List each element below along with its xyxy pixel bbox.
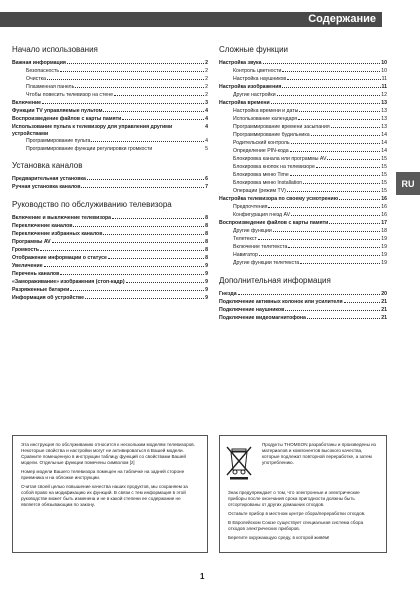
toc-entry (219, 156, 387, 164)
dot-leader (126, 282, 205, 283)
toc-entry-title: Настройка времени и даты (233, 108, 299, 114)
toc-entry-title: Включение и выключение телевизора (12, 215, 112, 221)
toc-entry-title: Программирование времени засыпания (233, 124, 330, 130)
toc-entry-title: Блокировка канала или программы AV (233, 156, 327, 162)
toc-entry-title: Перечень каналов (12, 271, 60, 277)
page-header (0, 0, 420, 33)
toc-entry (12, 271, 208, 279)
dot-leader (268, 207, 380, 208)
toc-list (219, 291, 387, 323)
toc-entry-title: Использование пульта к телевизору для управления другими устройствами (12, 124, 173, 137)
notice-text: Считая своей целью повышение качества наших продуктов, мы сохраняем за собой право на модификацию их функций. В связи с тем информация в этой руководстве может быть изменена и не в какой степени ее содержание не является обязывающим по закону. (21, 484, 188, 507)
dot-leader (287, 79, 380, 80)
toc-page-number: 9 (205, 271, 208, 277)
toc-page-number: 3 (205, 100, 208, 106)
toc-entry (219, 188, 387, 196)
toc-left-column (12, 33, 208, 303)
toc-entry-title: Громкость (12, 247, 40, 253)
toc-page-number: 6 (205, 176, 208, 182)
toc-page-number: 4 (205, 116, 208, 122)
dot-leader (287, 191, 380, 192)
toc-entry (12, 231, 208, 239)
toc-entry (219, 299, 387, 307)
toc-page-number: 15 (381, 156, 387, 162)
dot-leader (103, 234, 204, 235)
toc-entry (219, 76, 387, 84)
dot-leader (291, 143, 381, 144)
toc-entry-title: Важная информация (12, 60, 66, 66)
toc-page-number: 8 (205, 247, 208, 253)
toc-page-number: 13 (381, 108, 387, 114)
toc-page-number: 13 (381, 116, 387, 122)
toc-page-number: 19 (381, 236, 387, 242)
toc-entry-title: Программы AV (12, 239, 51, 245)
dot-leader (298, 119, 380, 120)
toc-page-number: 16 (381, 196, 387, 202)
toc-page-number: 4 (205, 108, 208, 114)
toc-entry (12, 108, 208, 116)
toc-entry-title: Подключение видеомагнитофона (219, 315, 306, 321)
dot-leader (40, 250, 204, 251)
dot-leader (47, 79, 204, 80)
dot-leader (75, 87, 204, 88)
toc-entry (12, 60, 208, 68)
toc-list (12, 176, 208, 192)
toc-entry (219, 84, 387, 92)
toc-entry (12, 146, 208, 153)
section-title: Дополнительная информация (219, 276, 331, 285)
toc-entry (219, 244, 387, 252)
toc-page-number: 8 (205, 231, 208, 237)
dot-leader (258, 239, 380, 240)
dot-leader (344, 302, 381, 303)
toc-entry (219, 92, 387, 100)
toc-page-number: 12 (381, 92, 387, 98)
toc-page-number: 8 (205, 223, 208, 229)
toc-entry-title: Предварительная установка (12, 176, 86, 182)
toc-entry-title: Переключение каналов (12, 223, 73, 229)
dot-leader (307, 318, 380, 319)
notice-text: Знак предупреждает о том, что электронные и электрические приборы после окончания срока пригодности должны быть отсортированы от других домашних отходов. (228, 490, 360, 507)
toc-entry (12, 138, 208, 146)
dot-leader (288, 247, 380, 248)
section-title: Руководство по обслуживанию телевизора (12, 200, 172, 209)
dot-leader (291, 215, 380, 216)
toc-entry-title: Отображение информации о статусе (12, 255, 107, 261)
dot-leader (73, 226, 204, 227)
recycling-details (228, 490, 378, 544)
toc-page-number: 7 (205, 184, 208, 190)
toc-entry (12, 124, 208, 138)
toc-entry-title: Предпочтения (233, 204, 268, 210)
toc-entry-title: Другие функции телетекста (233, 260, 300, 266)
toc-entry (219, 260, 387, 268)
toc-entry-title: Другие настройки (233, 92, 276, 98)
toc-entry (12, 263, 208, 271)
dot-leader (87, 179, 204, 180)
toc-entry (219, 180, 387, 188)
toc-entry-title: Переключение избранных каналов (12, 231, 103, 237)
toc-entry-title: Блокировка кнопок на телевизоре (233, 164, 315, 170)
toc-page-number: 18 (381, 228, 387, 234)
toc-entry (12, 184, 208, 192)
toc-page-number: 10 (381, 60, 387, 66)
toc-entry-title: Блокировка меню Installation (233, 180, 303, 186)
page-number: 1 (200, 572, 205, 581)
toc-entry-title: Настройка изображения (219, 84, 282, 90)
dot-leader (52, 242, 204, 243)
notice-text: Эта инструкция по обслуживанию относится к нескольким моделям телевизоров. Некоторые свойства и настройки могут не активироваться в Вашей модели. Сравните помещенную в инструкции таблицу функций со свойствами Вашей модели. Отдельные функции помечены символом [z] (21, 442, 195, 465)
dot-leader (103, 111, 204, 112)
toc-entry (219, 212, 387, 220)
toc-entry-title: Настройка наушников (233, 76, 287, 82)
toc-entry-title: Настройка времени (219, 100, 270, 106)
dot-leader (60, 71, 204, 72)
toc-entry-title: Родительский контроль (233, 140, 290, 146)
dot-leader (290, 151, 381, 152)
dot-leader (327, 159, 380, 160)
toc-page-number: 15 (381, 172, 387, 178)
dot-leader (273, 231, 380, 232)
toc-page-number: 19 (381, 244, 387, 250)
toc-page-number: 13 (381, 124, 387, 130)
dot-leader (112, 218, 204, 219)
toc-page-number: 10 (381, 68, 387, 74)
toc-entry (12, 116, 208, 124)
toc-page-number: 11 (381, 76, 387, 82)
toc-entry (219, 124, 387, 132)
toc-entry-title: Программирование будильника (233, 132, 310, 138)
dot-leader (331, 127, 381, 128)
toc-entry (219, 172, 387, 180)
toc-entry-title: Увеличение (12, 263, 43, 269)
dot-leader (311, 135, 381, 136)
dot-leader (282, 87, 380, 88)
toc-entry-title: Использование календаря (233, 116, 298, 122)
dot-leader (285, 310, 380, 311)
toc-entry-title: Подключение наушников (219, 307, 285, 313)
toc-page-number: 16 (381, 204, 387, 210)
toc-page-number: 2 (205, 68, 208, 74)
toc-entry-title: Функции TV управляемые пультом (12, 108, 103, 114)
toc-entry-title: Подключение активных колонок или усилителя (219, 299, 343, 305)
toc-entry-title: «Замораживание» изображения (стоп-кадр) (12, 279, 125, 285)
toc-page-number: 16 (381, 212, 387, 218)
dot-leader (238, 294, 381, 295)
toc-page-number: 14 (381, 132, 387, 138)
toc-entry (219, 132, 387, 140)
toc-entry-title: Гнезда (219, 291, 237, 297)
toc-page-number: 4 (205, 138, 208, 144)
toc-entry-title: Телетекст (233, 236, 257, 242)
dot-leader (316, 167, 380, 168)
toc-entry (219, 307, 387, 315)
recycling-intro (262, 442, 377, 469)
toc-list (12, 215, 208, 303)
dot-leader (300, 263, 380, 264)
toc-entry (12, 247, 208, 255)
toc-entry (12, 295, 208, 303)
toc-entry-title: Операции (режим TV) (233, 188, 286, 194)
toc-page-number: 8 (205, 215, 208, 221)
toc-page-number: 19 (381, 252, 387, 258)
dot-leader (277, 95, 381, 96)
toc-entry (219, 204, 387, 212)
dot-leader (60, 274, 204, 275)
section-title: Сложные функции (219, 45, 289, 54)
toc-entry-title: Программирование функции регулировки громкости (26, 146, 153, 152)
toc-entry-title: Другие функции (233, 228, 272, 234)
toc-entry (12, 76, 208, 84)
toc-page-number: 13 (381, 100, 387, 106)
toc-entry (219, 252, 387, 260)
toc-page-number: 11 (381, 84, 387, 90)
recycling-notice-box (219, 435, 387, 553)
notice-text: Оставьте прибор в местном центре сбора/переработки отходов. (228, 511, 366, 516)
notice-text: Продукты THOMSON разработаны и произведены из материалов и компонентов высокого качества, которые подлежат повторной переработке, а затем употреблению. (262, 442, 376, 465)
toc-entry-title: Разряженные батареи (12, 287, 70, 293)
dot-leader (67, 63, 204, 64)
toc-entry-title: Блокировка меню Time (233, 172, 289, 178)
toc-page-number: 9 (205, 295, 208, 301)
toc-page-number: 15 (381, 180, 387, 186)
toc-entry-title: Безопасность (26, 68, 60, 74)
toc-page-number: 2 (205, 76, 208, 82)
toc-entry (219, 140, 387, 148)
toc-entry (12, 223, 208, 231)
dot-leader (263, 63, 381, 64)
toc-entry (219, 108, 387, 116)
section-title: Установка каналов (12, 161, 83, 170)
toc-entry (12, 68, 208, 76)
toc-page-number: 14 (381, 148, 387, 154)
dot-leader (282, 71, 380, 72)
toc-entry (219, 60, 387, 68)
dot-leader (42, 103, 204, 104)
dot-leader (85, 298, 204, 299)
toc-entry (219, 116, 387, 124)
toc-entry-title: Очистка (26, 76, 46, 82)
toc-page-number: 2 (205, 92, 208, 98)
toc-entry-title: Воспроизведение файлов с карты памяти (12, 116, 122, 122)
toc-entry-title: Ручная установка каналов (12, 184, 81, 190)
toc-entry (219, 236, 387, 244)
toc-entry-title: Воспроизведение файлов с карты памяти (219, 220, 329, 226)
toc-entry (12, 84, 208, 92)
toc-entry-title: Контроль цветности (233, 68, 282, 74)
notice-text: В Европейском Союзе существует специальная система сбора отходов электрических приборов. (228, 520, 364, 531)
toc-entry-title: Конфигурация гнезд AV (233, 212, 291, 218)
toc-entry-title: Включение телетекста (233, 244, 288, 250)
toc-entry (12, 287, 208, 295)
toc-page-number: 8 (205, 239, 208, 245)
toc-page-number: 15 (381, 188, 387, 194)
notice-text: Номер модели Вашего телевизора помещен на табличке на задней стороне приемника и на обложке инструкции. (21, 469, 185, 480)
toc-page-number: 19 (381, 260, 387, 266)
dot-leader (81, 187, 204, 188)
crossed-out-wheeled-bin-icon (224, 444, 254, 480)
toc-list (12, 60, 208, 153)
toc-page-number: 21 (381, 315, 387, 321)
toc-entry (219, 291, 387, 299)
section-title: Начало использования (12, 45, 98, 54)
toc-entry (219, 228, 387, 236)
notice-text: Берегите окружающую среду, в которой живём! (228, 535, 330, 540)
dot-leader (91, 141, 204, 142)
toc-page-number: 17 (381, 220, 387, 226)
dot-leader (339, 199, 380, 200)
toc-entry-title: Чтобы повесить телевизор на стене (26, 92, 113, 98)
toc-entry (12, 215, 208, 223)
toc-page-number: 9 (205, 287, 208, 293)
model-notice-box (12, 435, 208, 553)
toc-page-number: 2 (205, 84, 208, 90)
toc-entry-title: Включение (12, 100, 42, 106)
toc-entry (12, 239, 208, 247)
toc-entry (219, 220, 387, 228)
dot-leader (114, 95, 204, 96)
toc-entry-title: Настройка телевизора по своему усмотрению (219, 196, 339, 202)
toc-page-number: 14 (381, 140, 387, 146)
dot-leader (70, 290, 204, 291)
toc-entry (12, 255, 208, 263)
dot-leader (44, 266, 204, 267)
toc-page-number: 8 (205, 255, 208, 261)
dot-leader (329, 223, 380, 224)
toc-page-number: 21 (381, 307, 387, 313)
toc-page-number: 20 (381, 291, 387, 297)
toc-entry (219, 148, 387, 156)
toc-right-column (219, 33, 387, 323)
toc-entry (12, 92, 208, 100)
dot-leader (259, 255, 380, 256)
dot-leader (303, 183, 380, 184)
toc-entry (219, 68, 387, 76)
dot-leader (122, 119, 204, 120)
toc-page-number: 5 (205, 146, 208, 152)
toc-entry (12, 279, 208, 287)
dot-leader (108, 258, 204, 259)
toc-page-number: 2 (205, 60, 208, 66)
dot-leader (299, 111, 380, 112)
toc-list (219, 60, 387, 268)
toc-page-number: 9 (205, 279, 208, 285)
toc-page-number: 15 (381, 164, 387, 170)
dot-leader (271, 103, 380, 104)
toc-page-number: 9 (205, 263, 208, 269)
toc-entry-title: Навигатор (233, 252, 258, 258)
language-tab: RU (396, 172, 420, 195)
page-title: Содержание (308, 13, 376, 25)
toc-entry-title: Плазменная панель (26, 84, 75, 90)
toc-entry (219, 164, 387, 172)
toc-page-number: 4 (205, 124, 208, 130)
toc-entry (219, 315, 387, 323)
dot-leader (290, 175, 381, 176)
toc-entry-title: Определение PIN-кода (233, 148, 289, 154)
toc-entry (219, 100, 387, 108)
toc-entry (12, 100, 208, 108)
toc-entry-title: Настройка звука (219, 60, 262, 66)
toc-page-number: 21 (381, 299, 387, 305)
toc-entry (12, 176, 208, 184)
toc-entry-title: Информация об устройстве (12, 295, 85, 301)
toc-entry (219, 196, 387, 204)
toc-entry-title: Программирование пульта (26, 138, 91, 144)
